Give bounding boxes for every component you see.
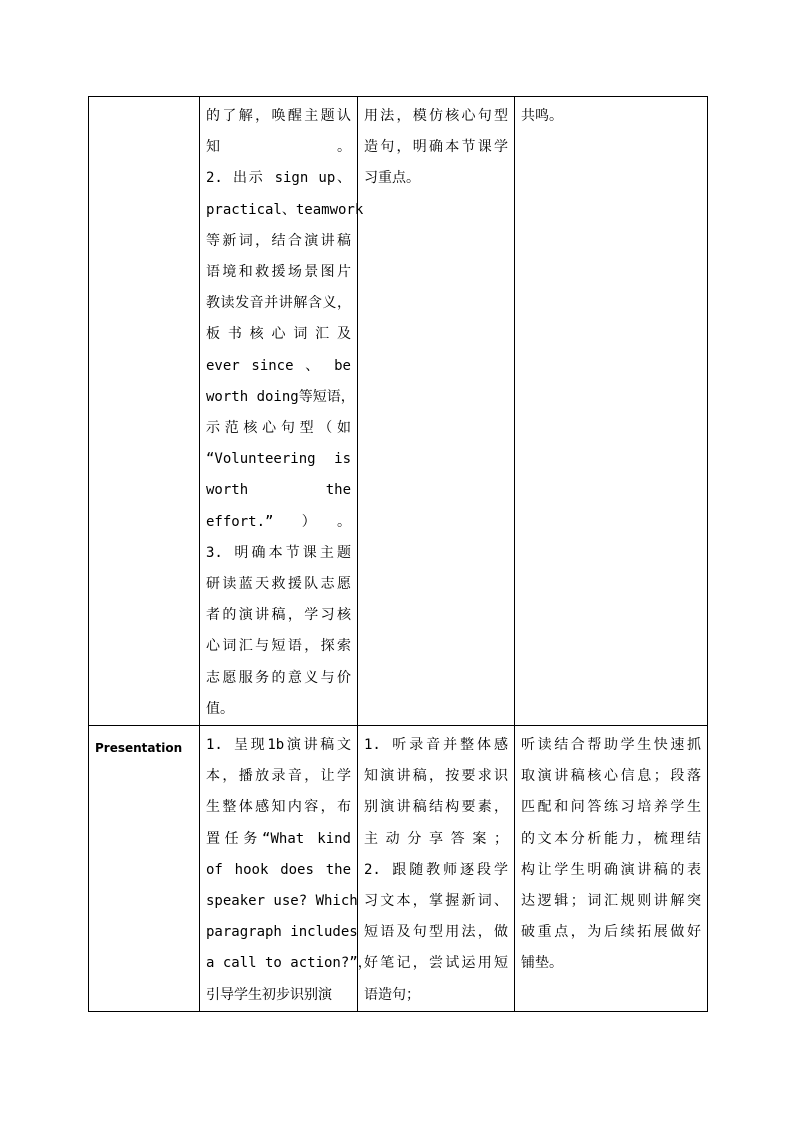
text-line: 知演讲稿，按要求识	[364, 768, 508, 785]
text-line: 教读发音并讲解含义，	[206, 295, 351, 312]
text-line: 心词汇与短语，探索	[206, 638, 351, 655]
text-line: 志愿服务的意义与价	[206, 669, 351, 686]
teacher-activity-cell	[200, 97, 364, 726]
table-body	[89, 97, 708, 1012]
text-line: 1. 听录音并整体感	[364, 737, 508, 754]
text-line: 板书核心词汇及	[206, 326, 351, 343]
lesson-plan-table	[88, 96, 708, 1012]
text-line: 好笔记，尝试运用短	[364, 955, 508, 972]
teacher-activity-cell	[200, 726, 372, 1012]
text-line: 知。	[206, 139, 351, 156]
text-line: 2. 出示 sign up、	[206, 170, 351, 187]
text-line: 共鸣。	[521, 108, 563, 124]
text-line: 造句，明确本节课学	[364, 139, 508, 156]
table-row	[89, 97, 708, 726]
text-line: 语境和救援场景图片	[206, 264, 351, 281]
stage-cell: Presentation	[89, 726, 200, 1012]
text-line: worth the	[206, 482, 351, 499]
text-line: 达逻辑；词汇规则讲解突	[521, 893, 701, 910]
text-line: 2. 跟随教师逐段学	[364, 861, 508, 878]
text-line: of hook does the	[206, 861, 351, 878]
text-line: 研读蓝天救援队志愿	[206, 576, 351, 593]
text-line: 生整体感知内容，布	[206, 799, 351, 816]
text-line: 示范核心句型（如	[206, 420, 351, 437]
text-line: practical、teamwork	[206, 201, 364, 218]
text-line: 本，播放录音，让学	[206, 768, 351, 785]
text-line: 构让学生明确演讲稿的表	[521, 861, 701, 878]
text-line: 用法，模仿核心句型	[364, 108, 508, 124]
text-line: 1. 呈现1b演讲稿文	[206, 737, 351, 754]
table-row	[89, 726, 708, 1012]
student-activity-cell	[358, 726, 515, 1012]
text-line: ever since 、 be	[206, 357, 351, 374]
text-line: speaker use? Which	[206, 893, 358, 910]
text-line: 语造句；	[364, 986, 420, 1003]
text-line: 别演讲稿结构要素，	[364, 799, 508, 816]
design-purpose-cell	[515, 97, 708, 726]
design-purpose-cell	[515, 726, 708, 1012]
text-line: 的文本分析能力，梳理结	[521, 830, 701, 847]
text-line: 引导学生初步识别演	[206, 986, 332, 1003]
text-line: 取演讲稿核心信息；段落	[521, 768, 701, 785]
text-line: 匹配和问答练习培养学生	[521, 799, 701, 816]
text-line: 3. 明确本节课主题	[206, 544, 351, 561]
text-line: 值。	[206, 700, 234, 717]
text-line: 者的演讲稿，学习核	[206, 607, 351, 624]
text-line: “Volunteering is	[206, 451, 351, 468]
text-line: 听读结合帮助学生快速抓	[521, 737, 701, 754]
text-line: effort.”）。	[206, 513, 351, 530]
text-line: 习文本，掌握新词、	[364, 893, 508, 910]
text-line: 等新词，结合演讲稿	[206, 232, 351, 249]
text-line: worth doing等短语，	[206, 388, 355, 405]
text-line: 主动分享答案；	[364, 830, 508, 847]
text-line: a call to action?”，	[206, 955, 372, 972]
text-line: 置任务“What kind	[206, 830, 351, 847]
student-activity-cell	[358, 97, 515, 726]
stage-cell	[89, 97, 200, 726]
text-line: 铺垫。	[521, 955, 563, 972]
text-line: 短语及句型用法，做	[364, 924, 508, 941]
text-line: 习重点。	[364, 170, 420, 187]
text-line: 的了解，唤醒主题认	[206, 108, 351, 124]
text-line: 破重点，为后续拓展做好	[521, 924, 701, 941]
text-line: paragraph includes	[206, 924, 358, 941]
